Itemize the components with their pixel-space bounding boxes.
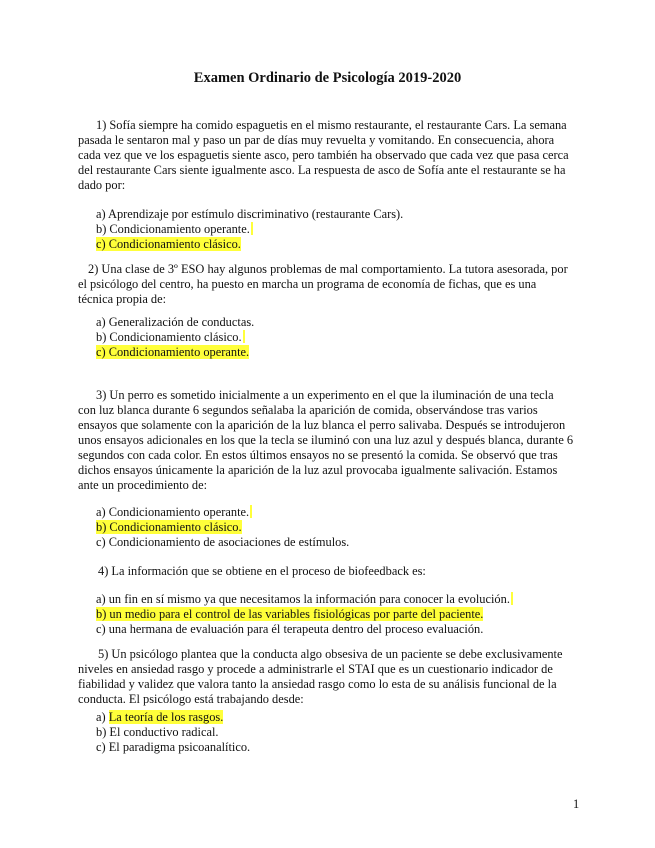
page-title: Examen Ordinario de Psicología 2019-2020 (193, 70, 462, 86)
highlight-mark (250, 505, 252, 518)
question-4-text: 4) La información que se obtiene en el proceso de biofeedback es: (98, 564, 426, 578)
question-5-option-b: b) El conductivo radical. (96, 725, 219, 739)
question-3-option-a: a) Condicionamiento operante. (96, 505, 349, 520)
highlight-mark (251, 222, 253, 235)
question-3-option-b (96, 520, 349, 535)
question-2-option-a: a) Generalización de conductas. (96, 315, 255, 329)
highlight-mark (243, 330, 245, 343)
question-5-option-c: c) El paradigma psicoanalítico. (96, 740, 251, 754)
question-3-text: 3) Un perro es sometido inicialmente a un experimento en el que la iluminación de una tecla con luz blanca durante 6 segundos señalaba la aparición de comida, observándose tras varios ensayos que solamente con la aparición de la luz blanca el perro salivaba. Después se introdujeron unos ensayos adicionales en los que la tecla se iluminó con una luz azul y después blanca, durante 6 segundos con cada color. En estos últimos ensayos no se presentó la comida. Se observó que tras dichos ensayos únicamente la aparición de la luz azul provocaba igualmente salivación. Estamos ante un procedimiento de: (78, 388, 574, 492)
question-2-options (96, 315, 254, 360)
correct-answer-highlight: b) un medio para el control de las variables fisiológicas por parte del paciente. (96, 607, 484, 621)
question-5-text: 5) Un psicólogo plantea que la conducta algo obsesiva de un paciente se debe exclusivamente niveles en ansiedad rasgo y procede a administrarle el STAI que es un cuestionario indicador de fiabilidad y validez que valora tanto la ansiedad rasgo como lo esta de su análisis funcional de la conducta. El psicólogo está trabajando desde: (78, 647, 563, 706)
correct-answer-highlight: c) Condicionamiento operante. (96, 345, 250, 359)
question-5-options (96, 710, 250, 755)
question-4-options (96, 592, 513, 637)
question-3-option-c: c) Condicionamiento de asociaciones de estímulos. (96, 535, 350, 549)
question-4-option-c: c) una hermana de evaluación para él terapeuta dentro del proceso evaluación. (96, 622, 484, 636)
highlight-mark (511, 592, 513, 605)
question-2-option-c (96, 345, 254, 360)
question-4-option-a: a) un fin en sí mismo ya que necesitamos la información para conocer la evolución. (96, 592, 513, 607)
correct-answer-highlight: c) Condicionamiento clásico. (96, 237, 241, 251)
question-1-options (96, 207, 403, 252)
correct-answer-highlight: b) Condicionamiento clásico. (96, 520, 242, 534)
question-1-option-b: b) Condicionamiento operante. (96, 222, 403, 237)
question-2-text: 2) Una clase de 3º ESO hay algunos problemas de mal comportamiento. La tutora asesorada, por el psicólogo del centro, ha puesto en marcha un programa de economía de fichas, que es una técnica propia de: (78, 262, 568, 306)
question-3-options (96, 505, 349, 550)
question-1-text: 1) Sofía siempre ha comido espaguetis en el mismo restaurante, el restaurante Cars. La semana pasada le sentaron mal y paso un par de días muy revuelta y vomitando. En consecuencia, ahora cada vez que ve los espaguetis siente asco, pero también ha observado que cada vez que pasa cerca del restaurante Cars siente igualmente asco. La respuesta de asco de Sofía ante el restaurante se ha dado por: (78, 118, 569, 192)
question-1-option-a: a) Aprendizaje por estímulo discriminativo (restaurante Cars). (96, 207, 404, 221)
correct-answer-highlight: La teoría de los rasgos. (108, 710, 224, 724)
question-2-option-b: b) Condicionamiento clásico. (96, 330, 254, 345)
question-5-option-a: a) La teoría de los rasgos. (96, 710, 224, 724)
page-number: 1 (573, 797, 580, 811)
question-1-option-c (96, 237, 403, 252)
question-4-option-b (96, 607, 513, 622)
